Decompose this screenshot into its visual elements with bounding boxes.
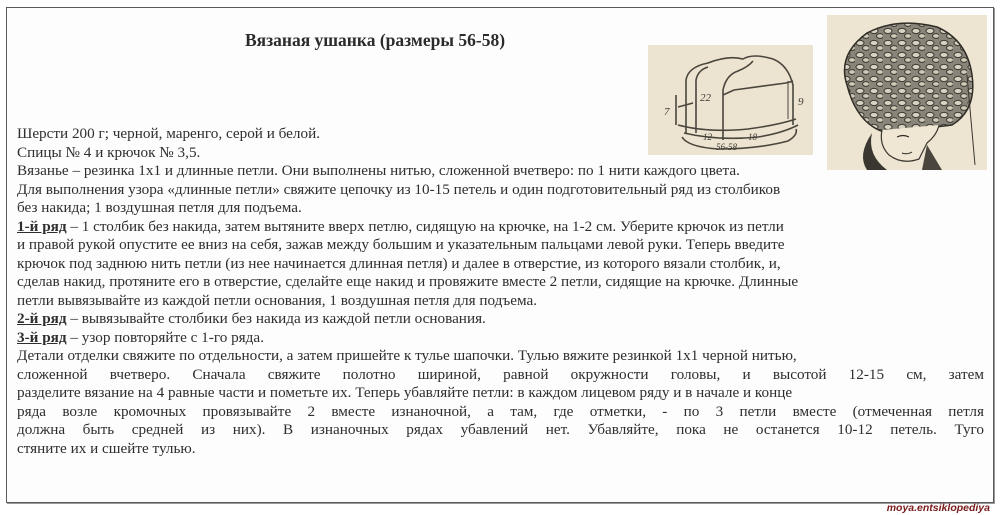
finishing-line-1: Детали отделки свяжите по отдельности, а затем пришейте к тулье шапочки. Тулью вяжите резинкой 1х1 черной нитью, [17, 347, 797, 364]
finishing-line-6: стяните их и сшейте тулью. [17, 439, 196, 457]
row-1-line-2: и правой рукой опустите ее вниз на себя, зажав между большим и указательным пальцами левой руки. Теперь введите [17, 236, 785, 253]
diagram-label-left: 7 [664, 106, 670, 118]
finishing-line-2: сложенной вчетверо. Сначала свяжите полотно шириной, равной окружности головы, и высотой 12-15 см, затем [17, 365, 984, 383]
row-1-line-4: сделав накид, протяните его в отверстие, сделайте еще накид и провяжите вместе 2 петли, сидящие на крючке. Длинные [17, 273, 799, 290]
pattern-intro-line-2: без накида; 1 воздушная петля для подъема. [17, 199, 302, 216]
diagram-label-center: 22 [700, 92, 711, 104]
diagram-label-right: 9 [798, 96, 804, 108]
row-2-label: 2-й ряд [17, 310, 67, 327]
finishing-line-5: должна быть средней из них). В изнаночных рядах убавлений нет. Убавляйте, пока не останется 10-12 петель. Туго [17, 421, 984, 438]
row-3-text: – узор повторяйте с 1-го ряда. [66, 328, 264, 346]
instructions-body [17, 125, 984, 458]
materials-yarn: Шерсти 200 г; черной, маренго, серой и белой. [17, 125, 321, 142]
source-watermark: moya.entsiklopediya [886, 502, 990, 514]
technique-description: Вязанье – резинка 1х1 и длинные петли. Они выполнены нитью, сложенной вчетверо: по 1 нити каждого цвета. [17, 162, 740, 179]
diagram-label-circumference: 56-58 [716, 142, 737, 152]
document-title: Вязаная ушанка (размеры 56-58) [244, 30, 506, 50]
row-1-text: – 1 столбик без накида, затем вытяните вверх петлю, сидящую на крючке, на 1-2 см. Уберите крючок из петли [66, 217, 784, 235]
finishing-line-3: разделите вязание на 4 равные части и пометьте их. Теперь убавляйте петли: в каждом лицевом ряду и в начале и конце [17, 384, 793, 401]
row-3-label: 3-й ряд [17, 328, 67, 346]
finishing-line-4: ряда возле кромочных провязывайте 2 вместе изнаночной, а там, где отметки, - по 3 петли вместе (отмеченная петля [17, 402, 984, 420]
pattern-intro-line-1: Для выполнения узора «длинные петли» свяжите цепочку из 10-15 петель и один подготовительный ряд из столбиков [17, 180, 781, 198]
row-3-line [17, 329, 984, 348]
row-1-label: 1-й ряд [17, 217, 67, 235]
row-1-line-3: крючок под заднюю нить петли (из нее начинается длинная петля) и далее в отверстие, из которого вязали столбик, и, [17, 254, 781, 272]
row-2-text: – вывязывайте столбики без накида из каждой петли основания. [66, 310, 486, 327]
row-1-line-5: петли вывязывайте из каждой петли основания, 1 воздушная петля для подъема. [17, 291, 538, 309]
materials-tools: Спицы № 4 и крючок № 3,5. [17, 143, 201, 161]
row-2-line [17, 310, 984, 329]
diagram-label-back: 18 [748, 132, 757, 142]
row-1-line-1 [17, 218, 984, 237]
diagram-label-front: 12 [703, 132, 712, 142]
